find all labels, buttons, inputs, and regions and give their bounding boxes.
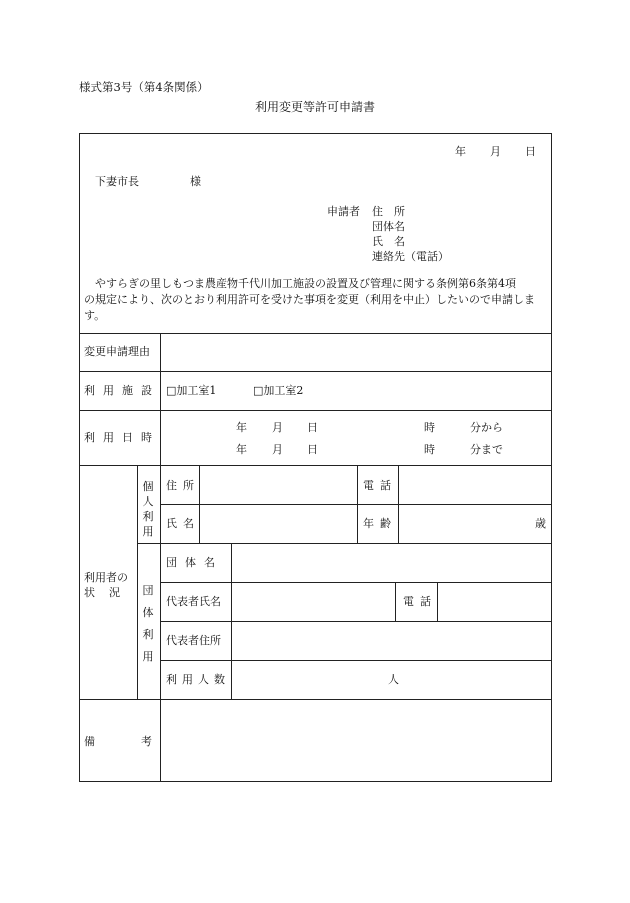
date-day: 日 [525,145,536,158]
individual-age-label: 年齢 [363,517,397,530]
group-rep-name-field[interactable] [233,583,394,621]
rule-individual-label-col [199,465,200,543]
user-status-label-line2: 状況 [84,586,134,599]
group-phone-field[interactable] [439,583,551,621]
reason-field[interactable] [162,334,551,371]
start-month: 月 [272,421,283,434]
facility-option-room2[interactable]: □加工室2 [253,384,304,397]
addressee-name: 下妻市長 [95,175,139,188]
individual-phone-field[interactable] [400,466,551,504]
end-minute: 分まで [470,443,503,456]
document-title: 利用変更等許可申請書 [254,100,375,114]
group-org-name-field[interactable] [233,544,551,582]
rule-facility-top [79,371,552,372]
start-year: 年 [236,421,247,434]
group-use-label: 団 体 利 用 [142,584,154,663]
remarks-label-text: 備考 [84,735,198,748]
applicant-name-label: 氏 名 [372,235,405,248]
date-year: 年 [455,145,466,158]
individual-name-label: 氏名 [166,517,200,530]
end-month: 月 [272,443,283,456]
group-org-name-label: 団体名 [166,556,223,569]
body-text-line2: の規定により、次のとおり利用許可を受けた事項を変更（利用を中止）したいので申請しま [84,293,535,306]
group-phone-label: 電話 [403,595,437,608]
group-count-label: 利用人数 [166,673,230,686]
individual-age-field[interactable] [400,505,530,543]
rule-individual-mid-col [357,465,358,543]
facility-label-text: 利用施設 [84,384,160,397]
group-rep-name-label: 代表者氏名 [166,595,221,608]
group-rep-address-field[interactable] [233,622,551,660]
remarks-field[interactable] [162,700,551,781]
rule-datetime-top [79,410,552,411]
rule-group-label-col [231,543,232,699]
rule-individual-right-col [398,465,399,543]
addressee-suffix: 様 [190,175,201,188]
end-hour: 時 [424,443,435,456]
rule-group-phone-col [395,582,396,621]
group-count-field[interactable] [233,661,383,699]
individual-address-label: 住所 [166,479,200,492]
facility-option-room1[interactable]: □加工室1 [166,384,217,397]
individual-phone-label: 電話 [363,479,397,492]
individual-age-unit: 歳 [535,517,546,530]
start-minute: 分から [470,421,503,434]
start-hour: 時 [424,421,435,434]
group-rep-address-label: 代表者住所 [166,634,221,647]
start-day: 日 [307,421,318,434]
applicant-org-label: 団体名 [372,220,405,233]
body-text-line3: す。 [84,309,106,322]
applicant-label: 申請者 [327,205,360,218]
group-count-unit: 人 [388,673,399,686]
form-number: 様式第3号（第4条関係） [79,80,209,94]
individual-address-field[interactable] [201,466,356,504]
reason-label: 変更申請理由 [84,345,150,358]
user-status-label-line1: 利用者の [84,571,128,584]
rule-sublabel-column [137,465,138,699]
end-day: 日 [307,443,318,456]
individual-name-field[interactable] [201,505,356,543]
date-month: 月 [490,145,501,158]
datetime-label: 利用日時 [84,431,160,444]
applicant-contact-label: 連絡先（電話） [372,250,449,263]
body-text-line1: やすらぎの里しもつま農産物千代川加工施設の設置及び管理に関する条例第6条第4項 [95,277,516,290]
remarks-label [84,735,198,749]
applicant-address-label: 住 所 [372,205,405,218]
facility-label [84,384,160,398]
individual-use-label: 個 人 利 用 [142,480,154,538]
rule-label-column [160,333,161,782]
rule-group-phone-value-col [437,582,438,621]
end-year: 年 [236,443,247,456]
